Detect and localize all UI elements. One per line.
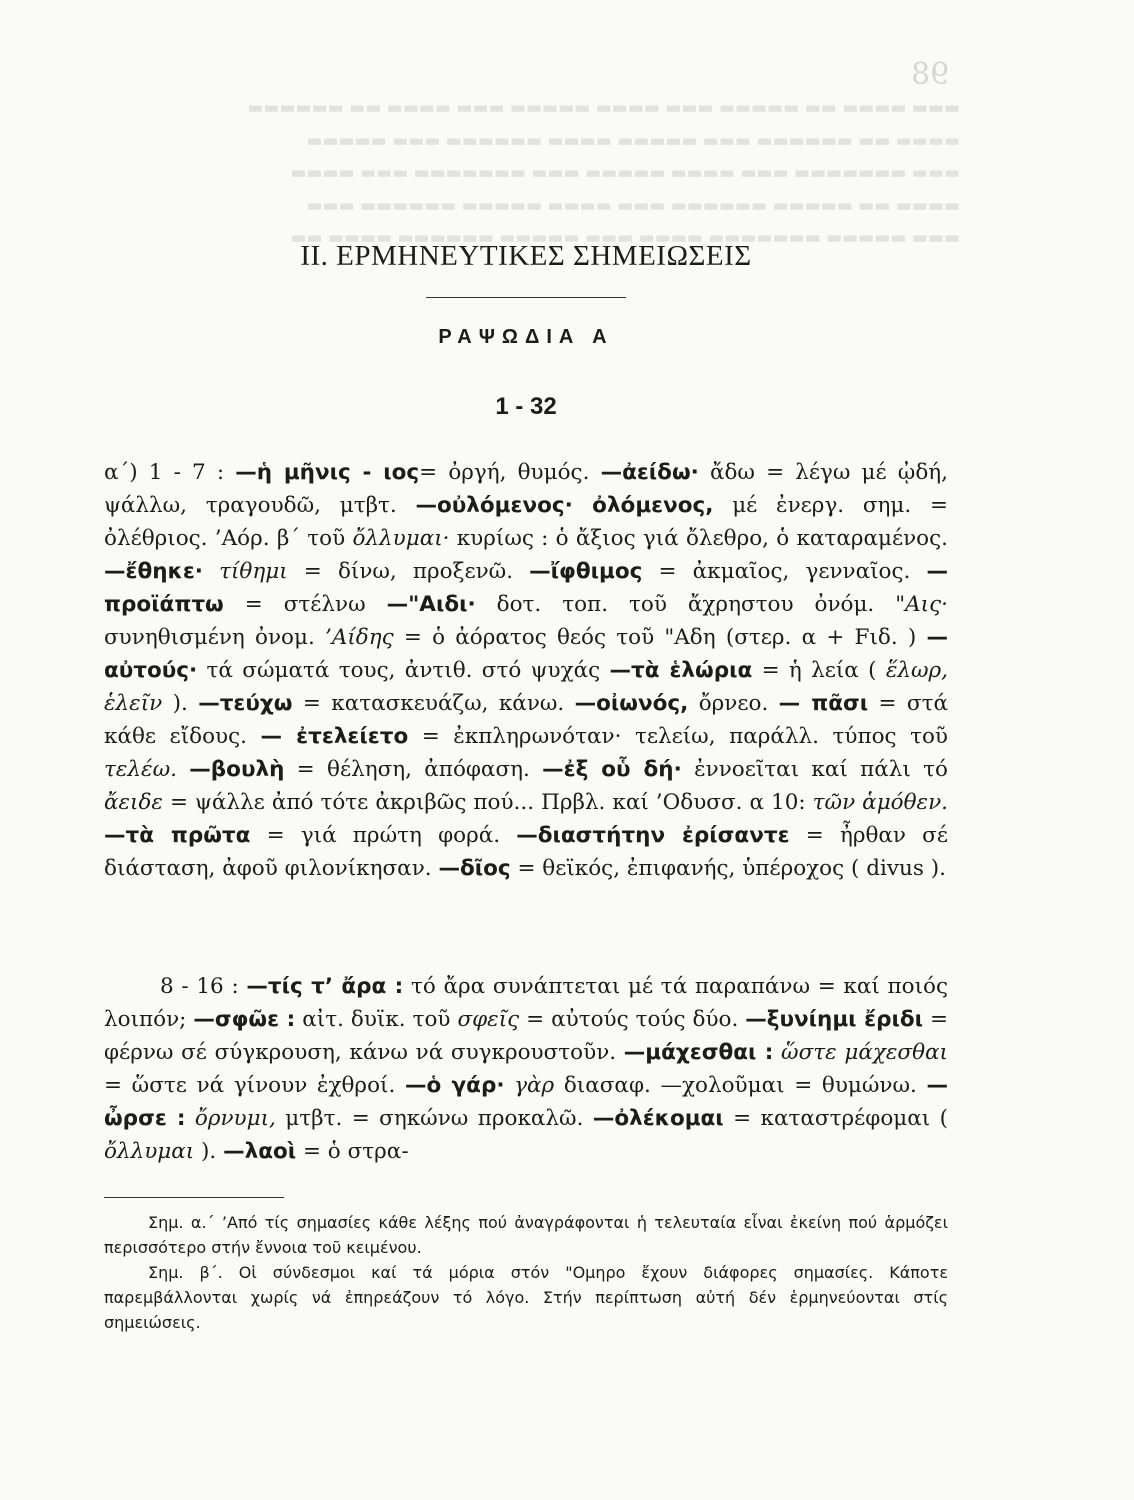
rhapsody-title: ΡΑΨΩΔΙΑ Α <box>438 326 614 348</box>
headword: — πᾶσι <box>778 691 869 716</box>
italic-term: τελέω. <box>104 757 177 782</box>
italic-term: σφεῖς <box>457 1007 520 1032</box>
italic-term: ’Αίδης <box>325 625 394 650</box>
gloss-text: = δίνω, προξενῶ. <box>287 559 530 584</box>
gloss-text: συνηθισμένη ὀνομ. <box>104 625 325 650</box>
headword: —λαοὶ <box>223 1139 297 1164</box>
gloss-text: = ἀκμαῖος, γενναῖος. <box>642 559 927 584</box>
footnote-rule <box>104 1197 284 1198</box>
gloss-text: μέ ἐνεργ. σημ. = ὀλέθριος. ’Αόρ. β΄ τοῦ <box>104 493 948 551</box>
headword: —οἰωνός, <box>574 691 689 716</box>
footnotes <box>104 1210 948 1335</box>
headword: —αὐτούς· <box>104 625 948 683</box>
gloss-text: = ὥστε νά γίνουν ἐχθροί. <box>104 1073 405 1098</box>
gloss-text: ). <box>194 1139 224 1164</box>
bleed-through-page-number: 98 <box>910 57 949 92</box>
gloss-text: = ἐκπληρωνόταν· τελείω, παράλλ. τύπος τοῦ <box>408 724 948 749</box>
gloss-text: = κατασκευάζω, κάνω. <box>292 691 575 716</box>
headword: —τὰ πρῶτα <box>104 823 251 848</box>
commentary-text-2 <box>104 970 948 1168</box>
commentary-paragraph-1 <box>104 456 948 885</box>
headword: —μάχεσθαι : <box>623 1040 774 1065</box>
gloss-text <box>773 1040 781 1065</box>
gloss-text: = ὁ στρα- <box>296 1139 409 1164</box>
gloss-text: 8 - 16 : <box>160 974 247 999</box>
gloss-text: α΄) 1 - 7 : <box>104 460 236 485</box>
headword: —ὁ γάρ· <box>404 1073 505 1098</box>
gloss-text: ἐννοεῖται καί πάλι τό <box>681 757 948 782</box>
gloss-text: δοτ. τοπ. τοῦ ἄχρηστου ὀνόμ. <box>475 592 896 617</box>
gloss-text: διασαφ. —χολοῦμαι = θυμώνω. <box>554 1073 927 1098</box>
gloss-text: = ὁ ἀόρατος θεός τοῦ "Αδη (στερ. α + Fιδ. ) <box>393 625 927 650</box>
headword: —ἀείδω· <box>600 460 699 485</box>
gloss-text <box>177 757 189 782</box>
headword: —ἔθηκε· <box>104 559 203 584</box>
headword: —προϊάπτω <box>104 559 948 617</box>
footnote-b: Σημ. β΄. Οἱ σύνδεσμοι καί τά μόρια στόν "Ομηρο ἔχουν διάφορες σημασίες. Κάποτε παρεμβάλλονται χωρίς νά ἐπηρεάζουν τό λόγο. Στήν περίπτωση αὐτή δέν ἑρμηνεύονται στίς σημειώσεις. <box>104 1263 948 1332</box>
gloss-text: = θεϊκός, ἐπιφανής, ὑπέροχος ( divus ). <box>510 856 946 881</box>
headword: —ἐξ οὗ δή· <box>542 757 682 782</box>
gloss-text <box>203 559 219 584</box>
headword: — ἐτελείετο <box>260 724 409 749</box>
gloss-text: κυρίως : ὁ ἄξιος γιά ὄλεθρο, ὁ καταραμένος. <box>449 526 948 551</box>
gloss-text: ὄρνεο. <box>688 691 779 716</box>
gloss-text: = ὀργή, θυμός. <box>419 460 601 485</box>
gloss-text: = στά κάθε εἴδους. <box>104 691 948 749</box>
gloss-text: ). <box>162 691 199 716</box>
gloss-text: αἰτ. δυϊκ. τοῦ <box>295 1007 458 1032</box>
gloss-text: = γιά πρώτη φορά. <box>250 823 517 848</box>
gloss-text: = ἡ λεία ( <box>752 658 886 683</box>
gloss-text <box>185 1106 194 1131</box>
gloss-text: = στέλνω <box>223 592 387 617</box>
gloss-text: τά σώματά τους, ἀντιθ. στό ψυχάς <box>197 658 610 683</box>
headword: —τὰ ἑλώρια <box>609 658 753 683</box>
commentary-paragraph-2 <box>104 970 948 1168</box>
gloss-text <box>505 1073 515 1098</box>
gloss-text: ἄδω = λέγω μέ ᾠδή, ψάλλω, τραγουδῶ, μτβτ. <box>104 460 948 518</box>
headword: —ἴφθιμος <box>529 559 643 584</box>
italic-term: ἕλωρ, ἑλεῖν <box>104 658 949 716</box>
italic-term: ὄρνυμι, <box>194 1106 276 1131</box>
headword: —οὐλόμενος· ὀλόμενος, <box>415 493 714 518</box>
gloss-text: τό ἄρα συνάπτεται μέ τά παραπάνω = καί ποιός λοιπόν; <box>104 974 949 1032</box>
headword: —ὦρσε : <box>104 1073 948 1131</box>
headword: —διαστήτην ἐρίσαντε <box>516 823 790 848</box>
headword: —ξυνίημι ἔριδι <box>745 1007 924 1032</box>
headword: —σφῶε : <box>193 1007 296 1032</box>
italic-term: ἄειδε <box>104 790 163 815</box>
gloss-text: μτβτ. = σηκώνω προκαλῶ. <box>275 1106 593 1131</box>
gloss-text: = ψάλλε ἀπό τότε ἀκριβῶς πού... Πρβλ. καί ’Οδυσσ. α 10: <box>162 790 813 815</box>
headword: —ὀλέκομαι <box>592 1106 724 1131</box>
gloss-text: = καταστρέφομαι ( <box>723 1106 948 1131</box>
footnote-a: Σημ. α.΄ ’Από τίς σημασίες κάθε λέξης πού ἀναγράφονται ἡ τελευταία εἶναι ἐκείνη πού ἁρμόζει περισσότερο στήν ἔννοια τοῦ κειμένου. <box>104 1213 948 1257</box>
italic-term: ὄλλυμαι <box>104 1139 195 1164</box>
italic-term: ὄλλυμαι· <box>352 526 450 551</box>
gloss-text: = ἦρθαν σέ διάσταση, ἀφοῦ φιλονίκησαν. <box>104 823 948 881</box>
headword: —"Αιδι· <box>386 592 476 617</box>
headword: —βουλὴ <box>189 757 285 782</box>
gloss-text: = θέληση, ἀπόφαση. <box>284 757 543 782</box>
gloss-text: = αὐτούς τούς δύο. <box>519 1007 746 1032</box>
gloss-text: = φέρνω σέ σύγκρουση, κάνω νά συγκρουστοῦν. <box>104 1007 949 1065</box>
verse-range: 1 - 32 <box>495 393 557 420</box>
headword: —τεύχω <box>198 691 293 716</box>
italic-term: ὥστε μάχεσθαι <box>781 1040 948 1065</box>
italic-term: τῶν ἁμόθεν. <box>812 790 948 815</box>
italic-term: γὰρ <box>514 1073 555 1098</box>
italic-term: "Αις· <box>895 592 948 617</box>
italic-term: τίθημι <box>219 559 288 584</box>
heading-rule <box>426 297 626 298</box>
section-heading: ΙΙ. ΕΡΜΗΝΕΥΤΙΚΕΣ ΣΗΜΕΙΩΣΕΙΣ <box>300 240 752 272</box>
bleed-through-text: ▬▬▬ ▬▬▬▬ ▬▬ ▬▬▬▬▬ ▬▬▬ ▬▬▬▬ ▬▬▬▬▬ ▬▬▬ ▬▬▬▬ ▬▬ ▬▬▬▬▬▬ ▬▬▬▬ ▬▬ ▬▬▬▬▬▬ ▬▬▬ ▬▬▬▬▬ ▬▬▬▬ ▬▬▬▬▬▬ ▬▬▬ ▬▬▬▬▬ ▬▬▬ ▬▬▬▬▬▬▬ ▬▬▬ ▬▬▬▬ ▬▬▬▬▬ ▬▬▬ ▬▬▬▬▬▬▬ ▬▬▬ ▬▬▬▬ ▬▬▬▬ ▬▬ ▬▬▬▬▬ ▬▬▬▬▬▬ ▬▬▬ ▬▬▬▬ ▬▬▬▬▬ ▬▬▬▬▬▬ ▬▬▬ ▬▬▬ ▬▬▬▬▬ ▬▬▬▬▬▬▬ ▬▬▬▬ ▬▬▬ ▬▬▬▬▬ ▬▬▬▬▬▬ ▬▬▬▬ ▬▬ <box>247 98 960 248</box>
headword: —ἡ μῆνις - ιος <box>235 460 420 485</box>
headword: —δῖος <box>438 856 511 881</box>
commentary-text-1 <box>104 456 948 885</box>
headword: —τίς τ’ ἄρα : <box>246 974 404 999</box>
